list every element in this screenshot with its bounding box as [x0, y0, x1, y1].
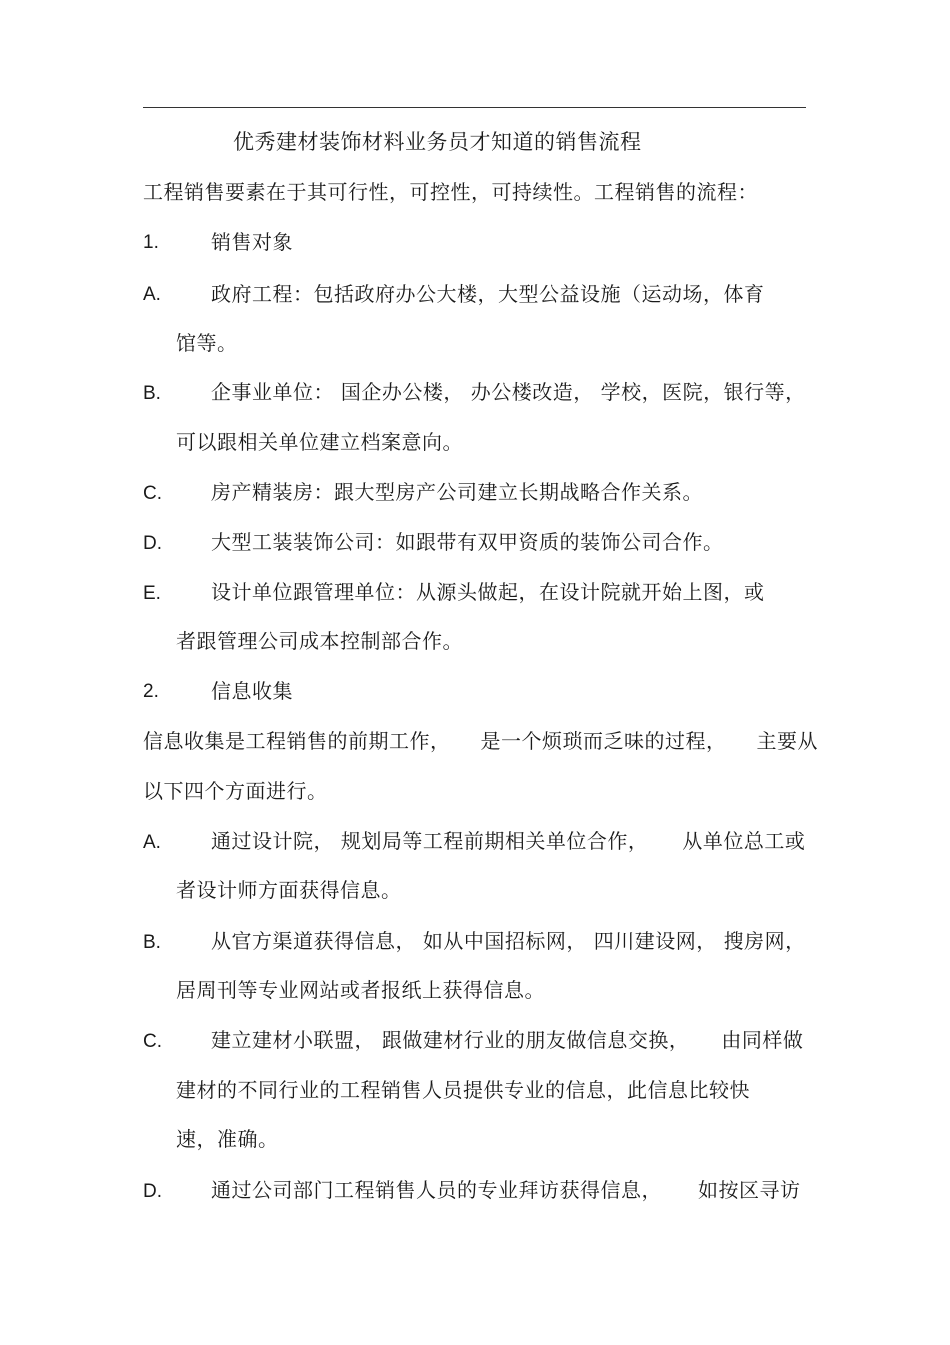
list-item-fragment: 从单位总工或: [682, 829, 806, 853]
paragraph-line: [143, 728, 818, 754]
list-marker: D.: [143, 533, 162, 554]
list-item-continuation: 馆等。: [176, 331, 238, 355]
list-item-text: [211, 828, 805, 854]
list-marker: B.: [143, 383, 161, 404]
list-item-fragment: 建立建材小联盟， 跟做建材行业的朋友做信息交换，: [211, 1028, 690, 1052]
list-marker: E.: [143, 583, 161, 604]
list-marker: D.: [143, 1181, 162, 1202]
list-marker: A.: [143, 284, 161, 305]
list-item-continuation: 速，准确。: [176, 1127, 279, 1151]
list-marker: A.: [143, 832, 161, 853]
section-heading: 销售对象: [211, 230, 293, 254]
header-rule: [143, 107, 806, 108]
list-item-continuation: 者跟管理公司成本控制部合作。: [176, 629, 463, 653]
list-item-fragment: 如按区寻访: [698, 1178, 801, 1202]
list-item-continuation: 可以跟相关单位建立档案意向。: [176, 430, 463, 454]
list-marker: C.: [143, 1031, 162, 1052]
section-number: 1.: [143, 232, 159, 253]
list-item-fragment: 由同样做: [721, 1028, 804, 1052]
list-item-text: [211, 1027, 803, 1053]
paragraph-fragment: 是一个烦琐而乏味的过程，: [480, 729, 727, 753]
paragraph-line: 以下四个方面进行。: [143, 779, 328, 803]
paragraph-fragment: 主要从: [756, 729, 818, 753]
list-item-fragment: 通过设计院， 规划局等工程前期相关单位合作，: [211, 829, 649, 853]
section-heading: 信息收集: [211, 679, 293, 703]
list-item-text: 房产精装房：跟大型房产公司建立长期战略合作关系。: [211, 480, 703, 504]
list-item-continuation: 建材的不同行业的工程销售人员提供专业的信息，此信息比较快: [176, 1078, 750, 1102]
list-item-continuation: 者设计师方面获得信息。: [176, 878, 402, 902]
list-item-text: 企事业单位： 国企办公楼， 办公楼改造， 学校，医院，银行等，: [211, 380, 806, 404]
list-marker: B.: [143, 932, 161, 953]
list-item-fragment: 通过公司部门工程销售人员的专业拜访获得信息，: [211, 1178, 662, 1202]
list-item-text: 大型工装装饰公司：如跟带有双甲资质的装饰公司合作。: [211, 530, 724, 554]
intro-paragraph: 工程销售要素在于其可行性，可控性，可持续性。工程销售的流程：: [143, 180, 758, 204]
list-item-text: 从官方渠道获得信息， 如从中国招标网， 四川建设网， 搜房网，: [211, 929, 806, 953]
list-item-text: 政府工程：包括政府办公大楼，大型公益设施（运动场，体育: [211, 282, 765, 306]
list-item-continuation: 居周刊等专业网站或者报纸上获得信息。: [176, 978, 545, 1002]
page-title: 优秀建材装饰材料业务员才知道的销售流程: [233, 130, 642, 154]
list-item-text: [211, 1177, 801, 1203]
list-item-text: 设计单位跟管理单位：从源头做起，在设计院就开始上图，或: [211, 580, 765, 604]
section-number: 2.: [143, 681, 159, 702]
paragraph-fragment: 信息收集是工程销售的前期工作，: [143, 729, 451, 753]
list-marker: C.: [143, 483, 162, 504]
